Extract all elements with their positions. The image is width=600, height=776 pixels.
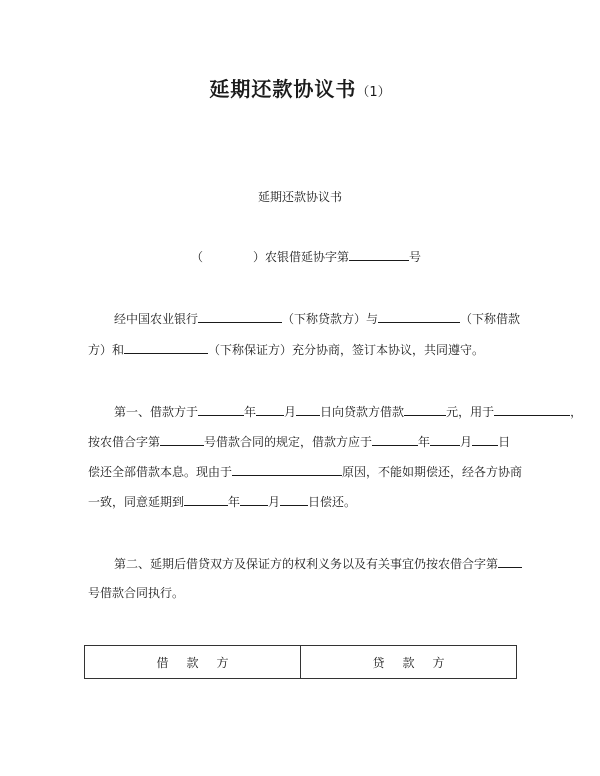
borrower-name-blank (378, 310, 460, 323)
clause1-line-3 (88, 463, 522, 480)
agreement-number-blank (349, 248, 409, 261)
clause1-text-4c: 月 (268, 495, 281, 509)
extended-month-blank (240, 493, 268, 506)
agreement-suffix: 号 (409, 250, 422, 264)
document-title (0, 73, 600, 102)
lender-name-blank (198, 310, 282, 323)
preamble-text-2b: （下称保证方）充分协商，签订本协议，共同遵守。 (208, 343, 485, 357)
preamble-line-2 (88, 341, 484, 358)
due-day-blank (472, 433, 498, 446)
borrower-cell: 借款方 (156, 655, 247, 670)
delay-reason-blank (232, 463, 342, 476)
loan-year-blank (198, 403, 244, 416)
clause1-text-4b: 年 (228, 495, 241, 509)
clause2-text-2: 号借款合同执行。 (88, 586, 185, 600)
clause1-text-3b: 原因，不能如期偿还，经各方协商 (342, 465, 523, 479)
clause1-text-1f: ， (570, 405, 583, 419)
preamble-text-2a: 方）和 (88, 343, 125, 357)
guarantor-name-blank (124, 341, 208, 354)
clause1-text-1c: 月 (284, 405, 297, 419)
clause1-text-1a: 第一、借款方于 (114, 405, 199, 419)
clause1-line-2 (88, 433, 510, 450)
clause1-text-1d: 日向贷款方借款 (320, 405, 405, 419)
agreement-number-line (191, 248, 421, 265)
due-month-blank (430, 433, 460, 446)
loan-month-blank (256, 403, 284, 416)
extended-day-blank (280, 493, 308, 506)
preamble-text-1b: （下称贷款方）与 (282, 312, 379, 326)
clause1-text-4d: 日偿还。 (308, 495, 357, 509)
clause1-line-1 (114, 403, 582, 420)
clause1-text-2d: 月 (460, 435, 473, 449)
preamble-text-1a: 经中国农业银行 (114, 312, 199, 326)
clause1-text-4a: 一致，同意延期到 (88, 495, 185, 509)
clause1-text-3a: 偿还全部借款本息。现由于 (88, 465, 233, 479)
preamble-line-1 (114, 310, 520, 327)
clause1-text-2b: 号借款合同的规定，借款方应于 (204, 435, 373, 449)
lender-cell: 贷款方 (300, 646, 516, 678)
due-year-blank (372, 433, 418, 446)
clause1-text-2a: 按农借合字第 (88, 435, 161, 449)
clause1-text-1e: 元，用于 (446, 405, 495, 419)
clause1-text-1b: 年 (244, 405, 257, 419)
document-subtitle: 延期还款协议书 (257, 190, 342, 204)
document-title-text: 延期还款协议书 (209, 77, 357, 101)
extended-year-blank (184, 493, 228, 506)
contract-number-blank (160, 433, 204, 446)
clause1-line-4 (88, 493, 356, 510)
document-title-suffix: （1） (356, 85, 391, 100)
loan-day-blank (296, 403, 320, 416)
signature-table (84, 645, 517, 679)
loan-purpose-blank (494, 403, 570, 416)
preamble-text-1c: （下称借款 (460, 312, 521, 326)
agreement-prefix: ）农银借延协字第 (253, 250, 350, 264)
clause2-line-1 (114, 555, 522, 572)
clause1-text-2c: 年 (418, 435, 431, 449)
agreement-open-paren: （ (191, 250, 204, 264)
clause2-contract-blank (498, 555, 522, 568)
clause2-line-2 (88, 585, 184, 601)
clause2-text-1: 第二、延期后借贷双方及保证方的权利义务以及有关事宜仍按农借合字第 (114, 557, 499, 571)
clause1-text-2e: 日 (498, 435, 511, 449)
loan-amount-blank (404, 403, 446, 416)
